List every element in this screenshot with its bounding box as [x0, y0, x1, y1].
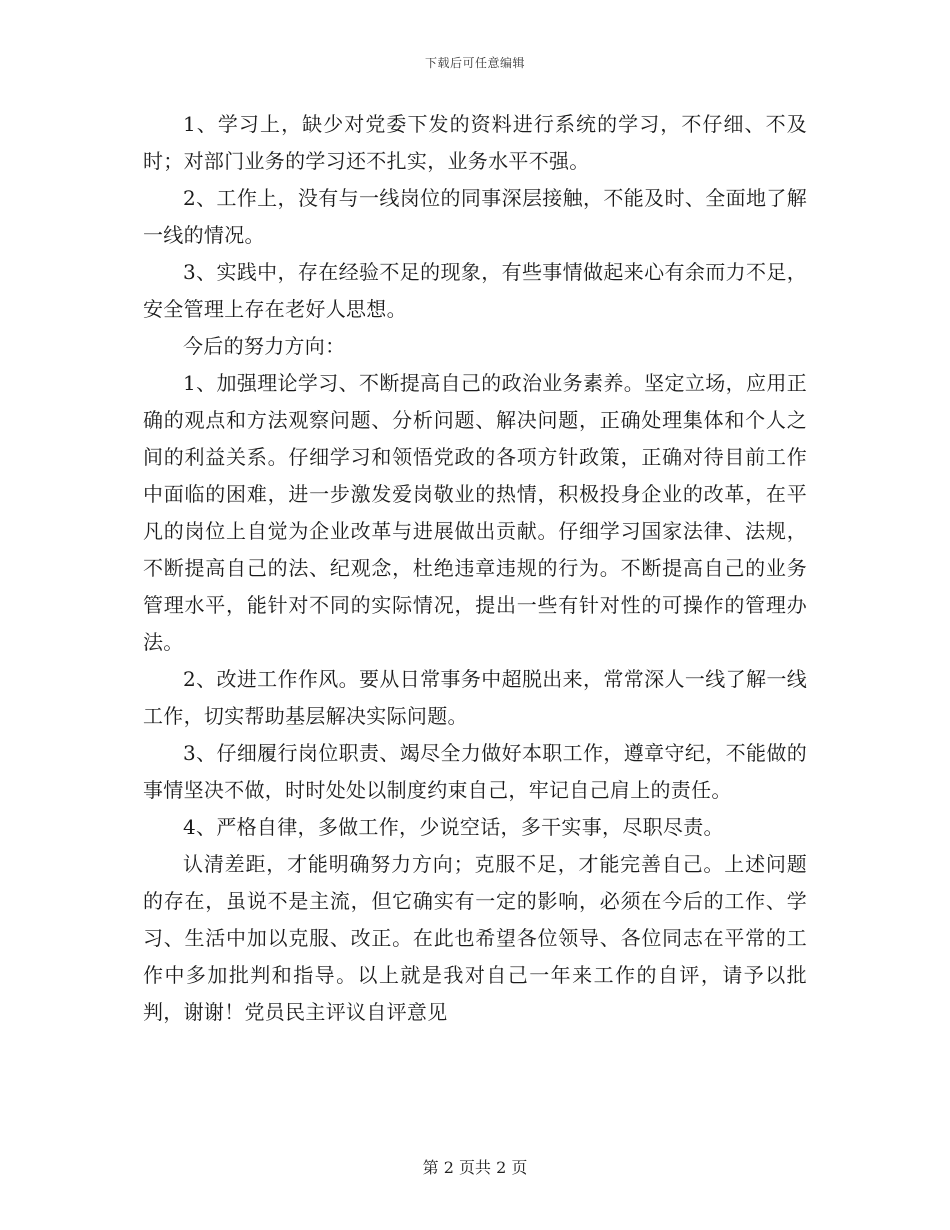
paragraph-work-style: 2、改进工作作风。要从日常事务中超脱出来，常常深人一线了解一线工作，切实帮助基层解决实际问题。 [143, 667, 807, 728]
paragraph-duties: 3、仔细履行岗位职责、竭尽全力做好本职工作，遵章守纪，不能做的事情坚决不做，时时处处以制度约束自己，牢记自己肩上的责任。 [143, 741, 807, 802]
paragraph-conclusion: 认清差距，才能明确努力方向；克服不足，才能完善自己。上述问题的存在，虽说不是主流，但它确实有一定的影响，必须在今后的工作、学习、生活中加以克服、改正。在此也希望各位领导、各位同志在平常的工作中多加批判和指导。以上就是我对自己一年来工作的自评，请予以批判，谢谢！党员民主评议自评意见 [143, 852, 807, 1024]
page-number: 第 2 页共 2 页 [422, 1158, 528, 1177]
paragraph-study-issue: 1、学习上，缺少对党委下发的资料进行系统的学习，不仔细、不及时；对部门业务的学习还不扎实，业务水平不强。 [143, 112, 807, 173]
paragraph-self-discipline: 4、严格自律，多做工作，少说空话，多干实事，尽职尽责。 [183, 815, 724, 839]
document-body [143, 106, 807, 1031]
paragraph-theory-study: 1、加强理论学习、不断提高自己的政治业务素养。坚定立场，应用正确的观点和方法观察问题、分析问题、解决问题，正确处理集体和个人之间的利益关系。仔细学习和领悟党政的各项方针政策，正确对待目前工作中面临的困难，进一步激发爱岗敬业的热情，积极投身企业的改革，在平凡的岗位上自觉为企业改革与进展做出贡献。仔细学习国家法律、法规，不断提高自己的法、纪观念，杜绝违章违规的行为。不断提高自己的业务管理水平，能针对不同的实际情况，提出一些有针对性的可操作的管理办法。 [143, 371, 807, 654]
paragraph-practice-issue: 3、实践中，存在经验不足的现象，有些事情做起来心有余而力不足，安全管理上存在老好人思想。 [143, 260, 807, 321]
page-header: 下载后可任意编辑 [424, 56, 525, 70]
section-heading-future-direction: 今后的努力方向： [183, 334, 346, 358]
paragraph-work-issue: 2、工作上，没有与一线岗位的同事深层接触，不能及时、全面地了解一线的情况。 [143, 186, 807, 247]
